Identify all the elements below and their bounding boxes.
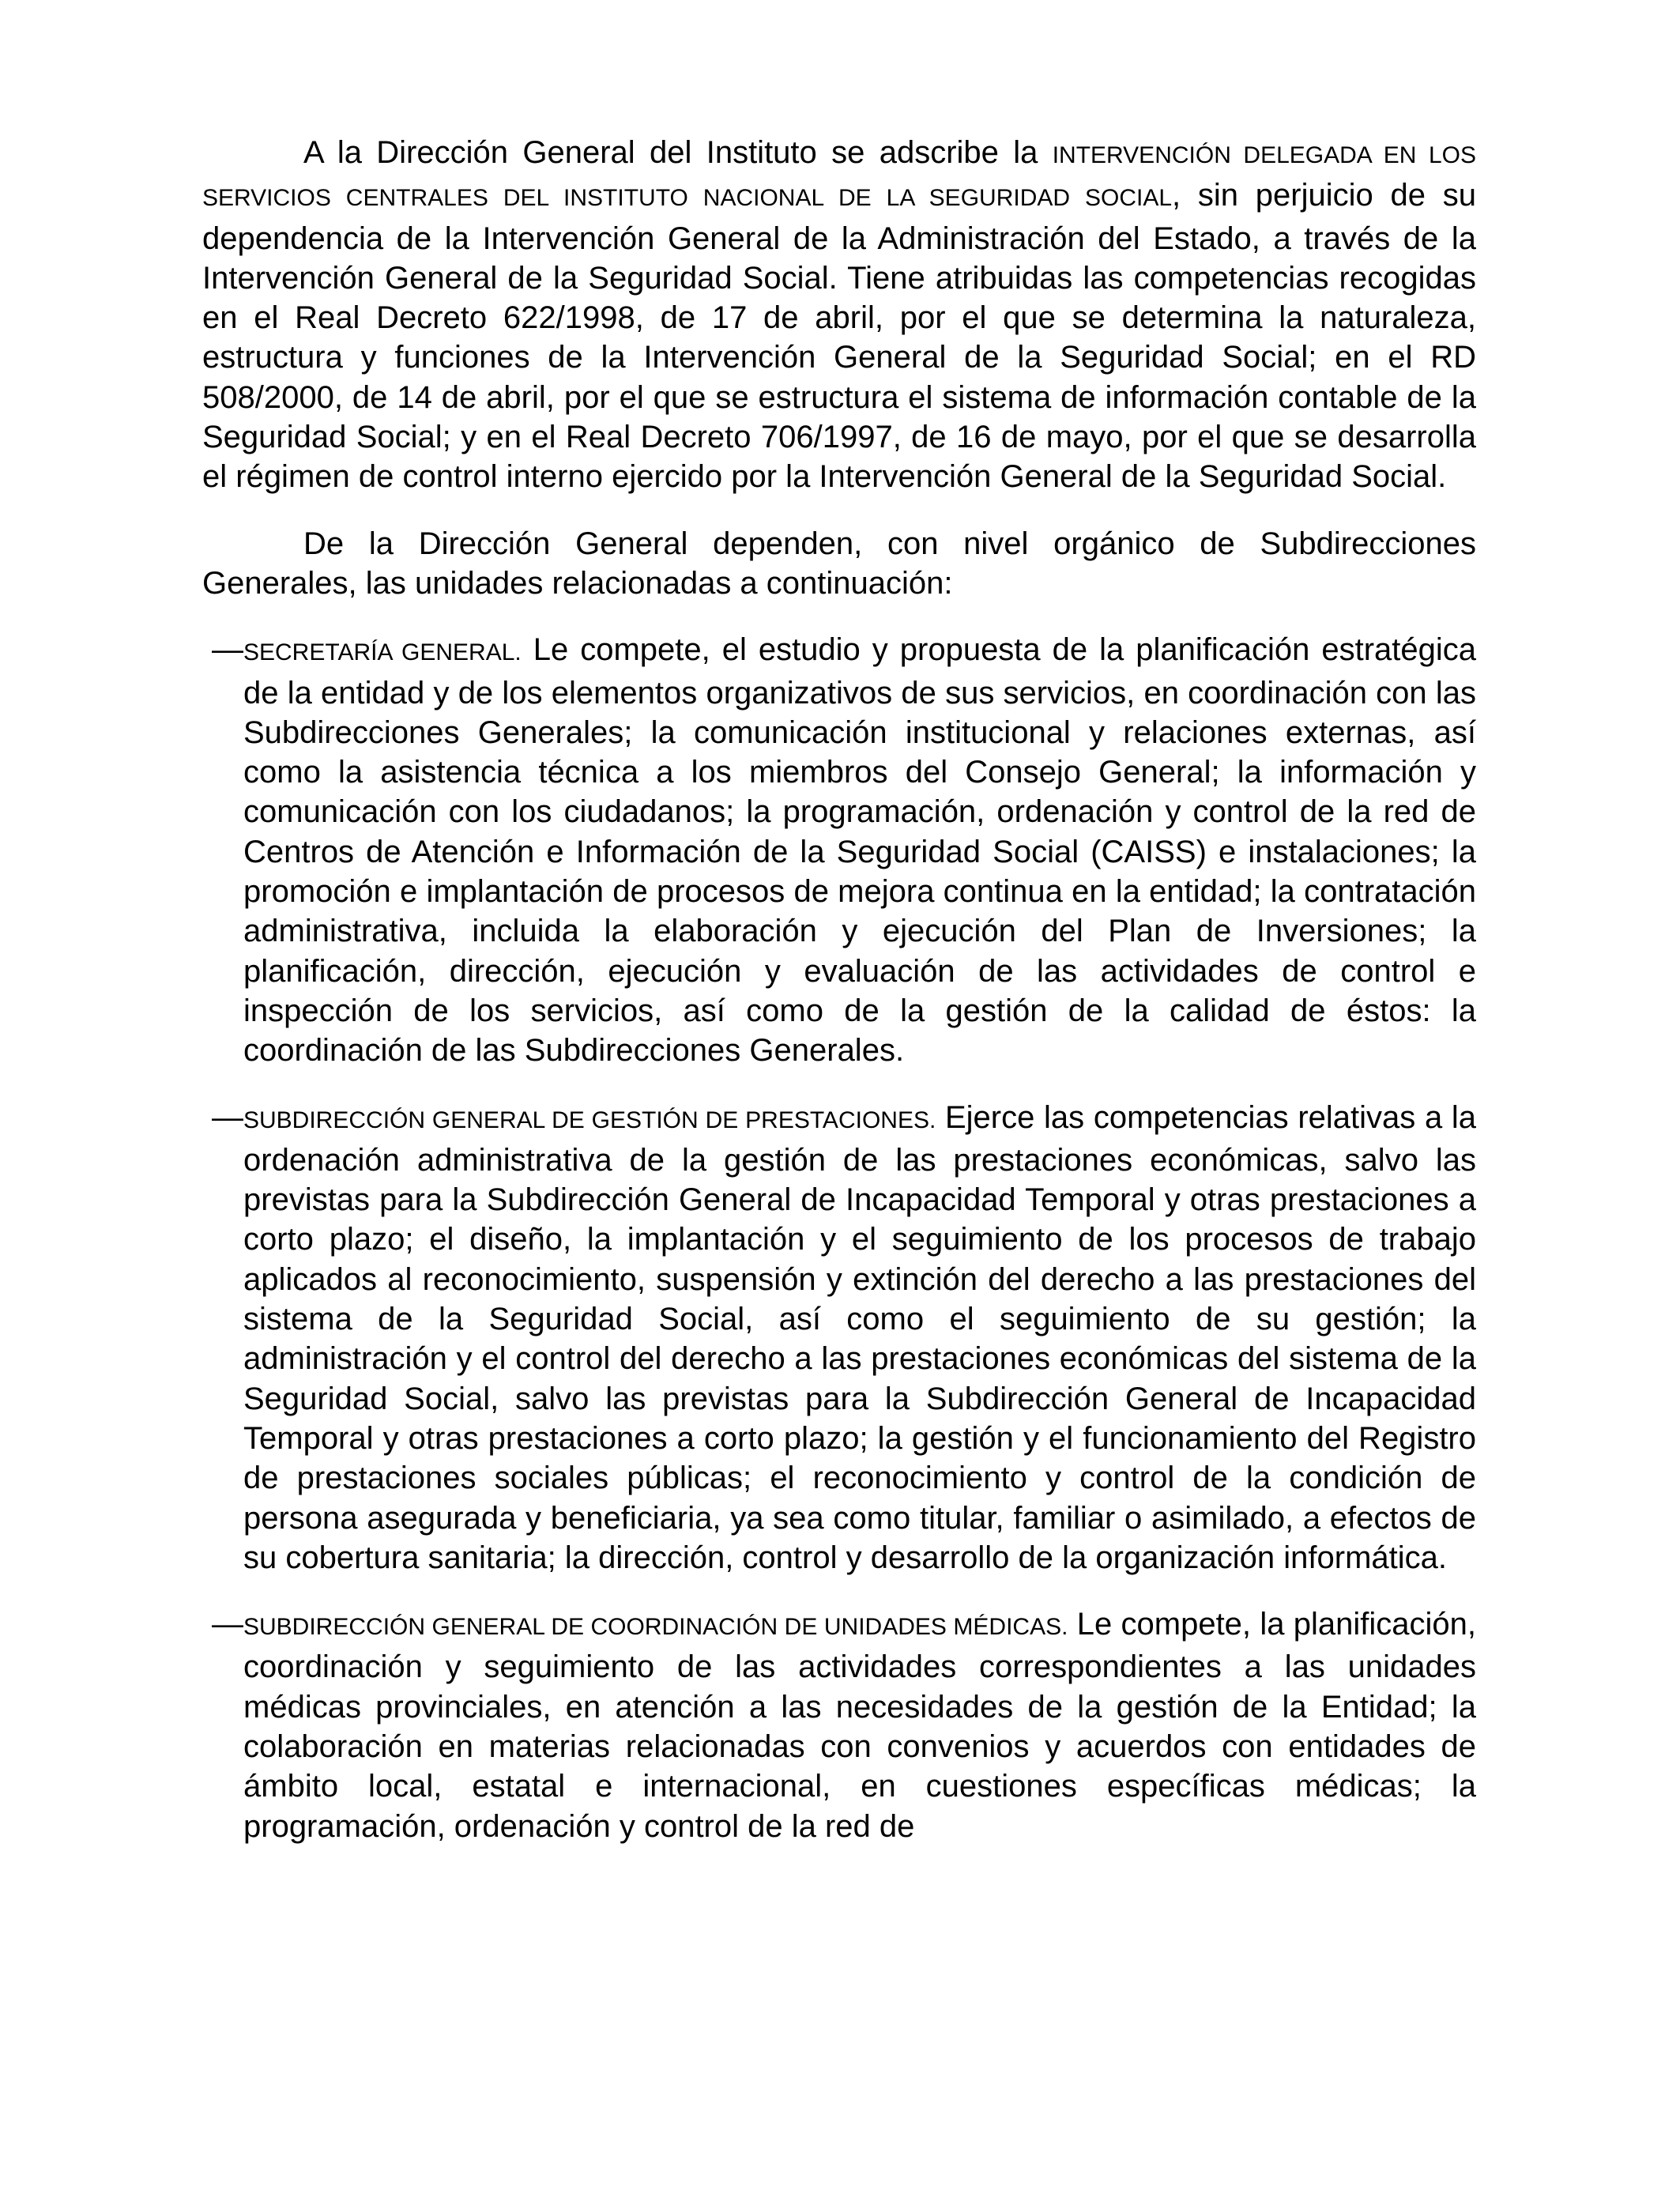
paragraph-body: De la Dirección General dependen, con nivel orgánico de Subdirecciones Generales, las unidades relacionadas a continuación: <box>202 526 1476 601</box>
em-dash-bullet: — <box>212 1607 243 1642</box>
unit-name-gestion-prestaciones: SUBDIRECCIÓN GENERAL DE GESTIÓN DE PRESTACIONES. <box>243 1106 936 1133</box>
list-item-text <box>243 630 1476 1070</box>
document-page <box>202 133 1476 1873</box>
list-item-body: Le compete, la planificación, coordinación y seguimiento de las actividades correspondientes a las unidades médicas provinciales, en atención a las necesidades de la gestión de la Entidad; la colaboración en materias relacionadas con convenios y acuerdos con entidades de ámbito local, estatal e internacional, en cuestiones específicas médicas; la programación, ordenación y control de la red de <box>243 1607 1477 1844</box>
paragraph-dependencias <box>202 524 1476 604</box>
em-dash-bullet: — <box>212 1099 243 1135</box>
unit-name-secretaria: SECRETARÍA GENERAL. <box>243 639 522 666</box>
list-item-text <box>243 1098 1476 1578</box>
list-item-secretaria-general <box>202 630 1476 1070</box>
unit-name-intervencion: INTERVENCIÓN DELEGADA EN LOS SERVICIOS CENTRALES DEL INSTITUTO NACIONAL DE LA SEGURIDAD SOCIAL <box>202 142 1476 212</box>
paragraph-lead: A la Dirección General del Instituto se adscribe la <box>303 135 1053 170</box>
em-dash-bullet: — <box>212 632 243 668</box>
paragraph-body: , sin perjuicio de su dependencia de la Intervención General de la Administración del Estado, a través de la Intervención General de la Seguridad Social. Tiene atribuidas las competencias recogidas en el Real Decreto 622/1998, de 17 de abril, por el que se determina la naturaleza, estructura y funciones de la Intervención General de la Seguridad Social; en el RD 508/2000, de 14 de abril, por el que se estructura el sistema de información contable de la Seguridad Social; y en el Real Decreto 706/1997, de 16 de mayo, por el que se desarrolla el régimen de control interno ejercido por la Intervención General de la Seguridad Social. <box>202 178 1476 495</box>
list-item-text <box>243 1604 1476 1846</box>
list-item-body: Ejerce las competencias relativas a la ordenación administrativa de la gestión de las prestaciones económicas, salvo las previstas para la Subdirección General de Incapacidad Temporal y otras prestaciones a corto plazo; el diseño, la implantación y el seguimiento de los procesos de trabajo aplicados al reconocimiento, suspensión y extinción del derecho a las prestaciones del sistema de la Seguridad Social, así como el seguimiento de su gestión; la administración y el control del derecho a las prestaciones económicas del sistema de la Seguridad Social, salvo las previstas para la Subdirección General de Incapacidad Temporal y otras prestaciones a corto plazo; la gestión y el funcionamiento del Registro de prestaciones sociales públicas; el reconocimiento y control de la condición de persona asegurada y beneficiaria, ya sea como titular, familiar o asimilado, a efectos de su cobertura sanitaria; la dirección, control y desarrollo de la organización informática. <box>243 1099 1476 1575</box>
list-item-body: Le compete, el estudio y propuesta de la planificación estratégica de la entidad y de los elementos organizativos de sus servicios, en coordinación con las Subdirecciones Generales; la comunicación institucional y relaciones externas, así como la asistencia técnica a los miembros del Consejo General; la información y comunicación con los ciudadanos; la programación, ordenación y control de la red de Centros de Atención e Información de la Seguridad Social (CAISS) e instalaciones; la promoción e implantación de procesos de mejora continua en la entidad; la contratación administrativa, incluida la elaboración y ejecución del Plan de Inversiones; la planificación, dirección, ejecución y evaluación de las actividades de control e inspección de los servicios, así como de la gestión de la calidad de éstos: la coordinación de las Subdirecciones Generales. <box>243 632 1477 1069</box>
unit-name-unidades-medicas: SUBDIRECCIÓN GENERAL DE COORDINACIÓN DE UNIDADES MÉDICAS. <box>243 1614 1068 1641</box>
list-item-unidades-medicas <box>202 1604 1476 1846</box>
paragraph-intervencion-delegada <box>202 133 1476 497</box>
list-item-gestion-prestaciones <box>202 1098 1476 1578</box>
